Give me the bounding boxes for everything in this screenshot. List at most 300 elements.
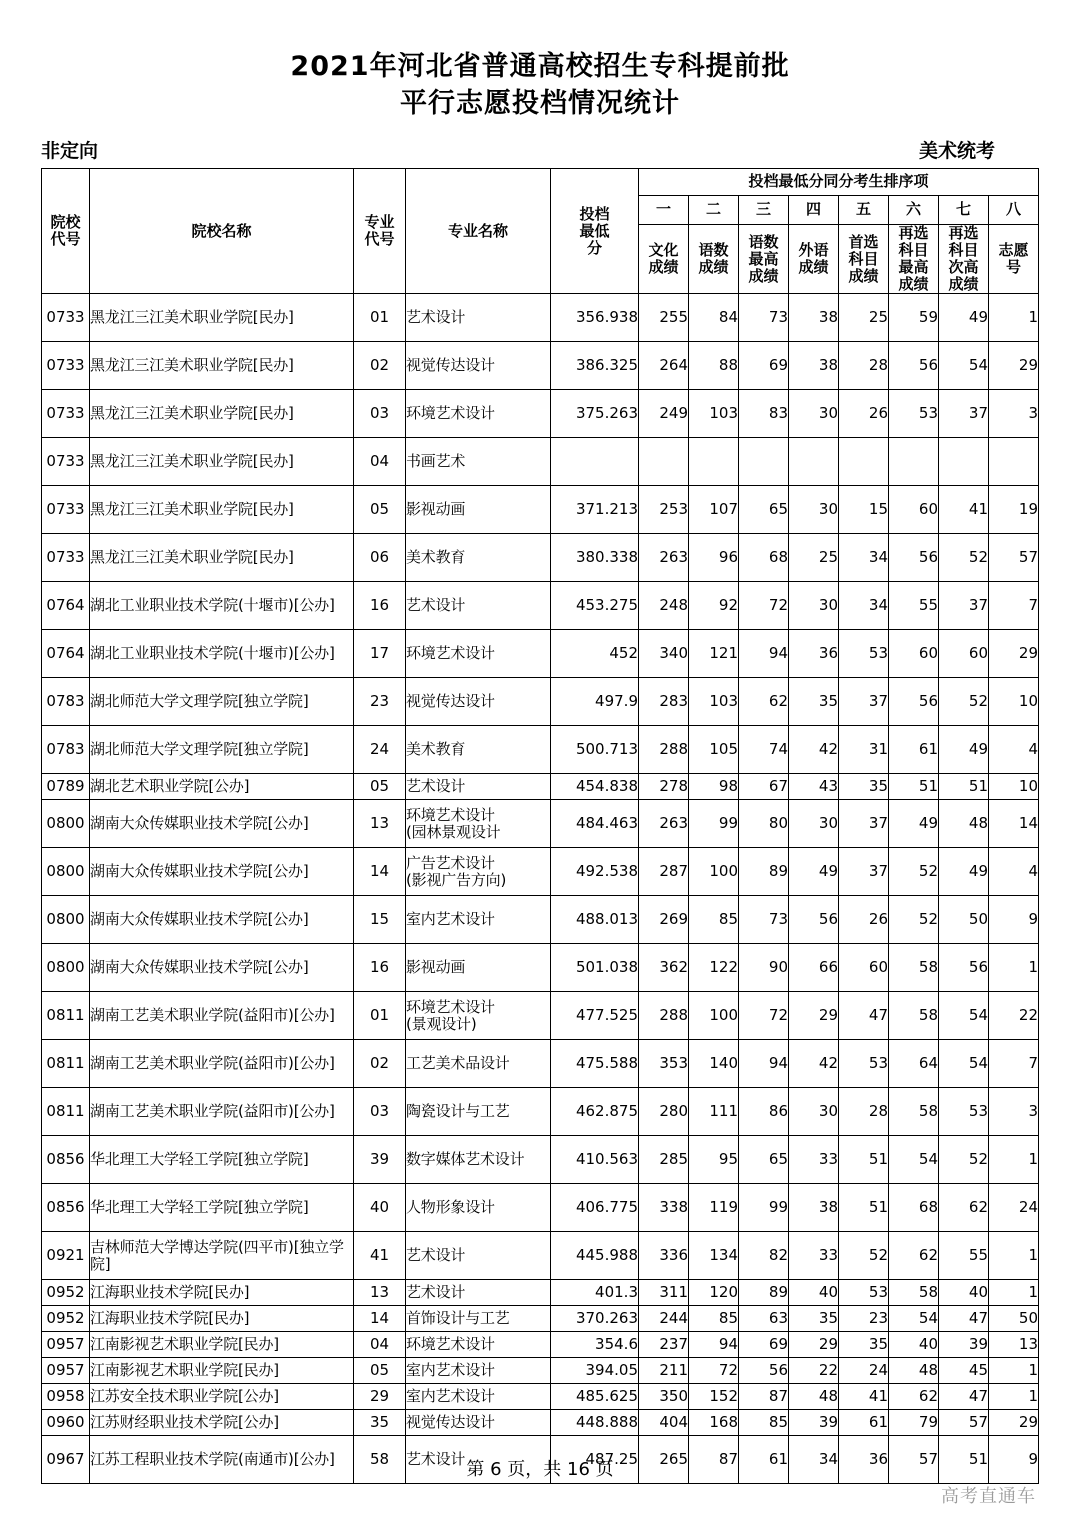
cell-min-score: 500.713 bbox=[551, 726, 639, 774]
cell-culture-score: 280 bbox=[639, 1088, 689, 1136]
cell-major-name: 广告艺术设计 (影视广告方向) bbox=[406, 848, 551, 896]
cell-preference-number: 19 bbox=[989, 486, 1039, 534]
cell-min-score: 492.538 bbox=[551, 848, 639, 896]
cell-elective-second-highest: 48 bbox=[939, 800, 989, 848]
cell-chinese-math-highest: 99 bbox=[739, 1184, 789, 1232]
cell-chinese-math-highest: 72 bbox=[739, 582, 789, 630]
cell-school-name: 湖南工艺美术职业学院(益阳市)[公办] bbox=[90, 992, 354, 1040]
cell-culture-score: 362 bbox=[639, 944, 689, 992]
cell-culture-score: 278 bbox=[639, 774, 689, 800]
cell-major-code: 02 bbox=[354, 342, 406, 390]
cell-preference-number: 3 bbox=[989, 1088, 1039, 1136]
cell-elective-second-highest: 39 bbox=[939, 1332, 989, 1358]
cell-min-score: 484.463 bbox=[551, 800, 639, 848]
cell-primary-subject-score: 53 bbox=[839, 1280, 889, 1306]
cell-school-name: 江苏安全技术职业学院[公办] bbox=[90, 1384, 354, 1410]
cell-min-score: 462.875 bbox=[551, 1088, 639, 1136]
cell-elective-second-highest: 53 bbox=[939, 1088, 989, 1136]
cell-school-name: 华北理工大学轻工学院[独立学院] bbox=[90, 1136, 354, 1184]
cell-chinese-math-score: 119 bbox=[689, 1184, 739, 1232]
table-row bbox=[42, 1306, 1039, 1332]
cell-preference-number: 1 bbox=[989, 944, 1039, 992]
cell-chinese-math-highest: 72 bbox=[739, 992, 789, 1040]
cell-chinese-math-score: 85 bbox=[689, 896, 739, 944]
cell-min-score: 410.563 bbox=[551, 1136, 639, 1184]
cell-school-code: 0960 bbox=[42, 1410, 90, 1436]
cell-culture-score: 265 bbox=[639, 1436, 689, 1484]
admission-score-table bbox=[41, 168, 1039, 1484]
cell-chinese-math-score: 152 bbox=[689, 1384, 739, 1410]
cell-elective-highest: 49 bbox=[889, 800, 939, 848]
cell-school-code: 0957 bbox=[42, 1332, 90, 1358]
cell-elective-second-highest bbox=[939, 438, 989, 486]
cell-major-name: 影视动画 bbox=[406, 486, 551, 534]
cell-culture-score: 244 bbox=[639, 1306, 689, 1332]
cell-chinese-math-highest: 62 bbox=[739, 678, 789, 726]
cell-major-code: 41 bbox=[354, 1232, 406, 1280]
cell-major-code: 40 bbox=[354, 1184, 406, 1232]
cell-culture-score: 248 bbox=[639, 582, 689, 630]
cell-major-code: 23 bbox=[354, 678, 406, 726]
cell-school-name: 江海职业技术学院[民办] bbox=[90, 1306, 354, 1332]
cell-major-code: 04 bbox=[354, 1332, 406, 1358]
table-row bbox=[42, 1280, 1039, 1306]
cell-elective-highest: 58 bbox=[889, 944, 939, 992]
cell-chinese-math-highest: 73 bbox=[739, 896, 789, 944]
cell-school-code: 0811 bbox=[42, 992, 90, 1040]
cell-elective-second-highest: 56 bbox=[939, 944, 989, 992]
cell-foreign-language-score: 36 bbox=[789, 630, 839, 678]
cell-elective-highest: 40 bbox=[889, 1332, 939, 1358]
cell-major-name: 室内艺术设计 bbox=[406, 896, 551, 944]
cell-preference-number: 1 bbox=[989, 1358, 1039, 1384]
cell-school-name: 湖北师范大学文理学院[独立学院] bbox=[90, 726, 354, 774]
cell-preference-number: 3 bbox=[989, 390, 1039, 438]
cell-major-name: 首饰设计与工艺 bbox=[406, 1306, 551, 1332]
cell-foreign-language-score: 25 bbox=[789, 534, 839, 582]
cell-school-name: 湖北艺术职业学院[公办] bbox=[90, 774, 354, 800]
cell-chinese-math-highest: 73 bbox=[739, 294, 789, 342]
cell-min-score: 453.275 bbox=[551, 582, 639, 630]
cell-major-name: 美术教育 bbox=[406, 726, 551, 774]
cell-foreign-language-score: 30 bbox=[789, 1088, 839, 1136]
col-header-major-code bbox=[354, 169, 406, 294]
cell-school-code: 0811 bbox=[42, 1088, 90, 1136]
table-row bbox=[42, 1040, 1039, 1088]
cell-elective-second-highest: 51 bbox=[939, 774, 989, 800]
cell-foreign-language-score: 38 bbox=[789, 342, 839, 390]
cell-chinese-math-highest: 61 bbox=[739, 1436, 789, 1484]
cell-foreign-language-score: 22 bbox=[789, 1358, 839, 1384]
cell-major-name: 视觉传达设计 bbox=[406, 1410, 551, 1436]
cell-school-code: 0952 bbox=[42, 1306, 90, 1332]
cell-primary-subject-score: 37 bbox=[839, 678, 889, 726]
cell-elective-second-highest: 37 bbox=[939, 390, 989, 438]
cell-major-name: 艺术设计 bbox=[406, 1280, 551, 1306]
cell-primary-subject-score: 37 bbox=[839, 848, 889, 896]
cell-elective-highest: 56 bbox=[889, 678, 939, 726]
cell-school-name: 黑龙江三江美术职业学院[民办] bbox=[90, 390, 354, 438]
category-left-label: 非定向 bbox=[41, 140, 99, 162]
cell-preference-number: 7 bbox=[989, 582, 1039, 630]
cell-chinese-math-score: 92 bbox=[689, 582, 739, 630]
cell-chinese-math-score: 72 bbox=[689, 1358, 739, 1384]
cell-elective-second-highest: 54 bbox=[939, 992, 989, 1040]
cell-chinese-math-score: 100 bbox=[689, 848, 739, 896]
cell-min-score: 386.325 bbox=[551, 342, 639, 390]
cell-culture-score: 249 bbox=[639, 390, 689, 438]
cell-major-name: 工艺美术品设计 bbox=[406, 1040, 551, 1088]
cell-chinese-math-highest: 65 bbox=[739, 486, 789, 534]
cell-elective-highest: 52 bbox=[889, 896, 939, 944]
cell-foreign-language-score: 38 bbox=[789, 294, 839, 342]
cell-chinese-math-score: 103 bbox=[689, 390, 739, 438]
cell-school-code: 0856 bbox=[42, 1184, 90, 1232]
cell-school-name: 华北理工大学轻工学院[独立学院] bbox=[90, 1184, 354, 1232]
table-row bbox=[42, 774, 1039, 800]
cell-school-code: 0783 bbox=[42, 726, 90, 774]
cell-primary-subject-score: 28 bbox=[839, 1088, 889, 1136]
cell-preference-number bbox=[989, 438, 1039, 486]
cell-chinese-math-score: 98 bbox=[689, 774, 739, 800]
cell-foreign-language-score: 43 bbox=[789, 774, 839, 800]
cell-school-name: 黑龙江三江美术职业学院[民办] bbox=[90, 342, 354, 390]
rank-number-5: 五 bbox=[839, 196, 889, 225]
table-row bbox=[42, 944, 1039, 992]
cell-elective-second-highest: 40 bbox=[939, 1280, 989, 1306]
cell-elective-second-highest: 49 bbox=[939, 294, 989, 342]
cell-chinese-math-score: 95 bbox=[689, 1136, 739, 1184]
cell-preference-number: 14 bbox=[989, 800, 1039, 848]
cell-elective-highest: 54 bbox=[889, 1136, 939, 1184]
cell-preference-number: 29 bbox=[989, 1410, 1039, 1436]
cell-major-code: 06 bbox=[354, 534, 406, 582]
major-code-label-1: 专业 bbox=[364, 213, 395, 232]
major-code-label-2: 代号 bbox=[364, 230, 395, 249]
cell-culture-score: 287 bbox=[639, 848, 689, 896]
table-row bbox=[42, 1358, 1039, 1384]
cell-elective-second-highest: 41 bbox=[939, 486, 989, 534]
cell-school-name: 江南影视艺术职业学院[民办] bbox=[90, 1358, 354, 1384]
cell-elective-second-highest: 47 bbox=[939, 1306, 989, 1332]
cell-major-code: 03 bbox=[354, 390, 406, 438]
cell-chinese-math-highest: 65 bbox=[739, 1136, 789, 1184]
cell-foreign-language-score: 38 bbox=[789, 1184, 839, 1232]
cell-major-code: 04 bbox=[354, 438, 406, 486]
cell-major-name: 环境艺术设计 bbox=[406, 630, 551, 678]
cell-min-score: 497.9 bbox=[551, 678, 639, 726]
cell-chinese-math-score: 134 bbox=[689, 1232, 739, 1280]
cell-elective-highest: 68 bbox=[889, 1184, 939, 1232]
cell-school-code: 0967 bbox=[42, 1436, 90, 1484]
col-header-school-code bbox=[42, 169, 90, 294]
cell-elective-second-highest: 57 bbox=[939, 1410, 989, 1436]
cell-elective-second-highest: 52 bbox=[939, 534, 989, 582]
cell-school-name: 江海职业技术学院[民办] bbox=[90, 1280, 354, 1306]
cell-chinese-math-highest: 85 bbox=[739, 1410, 789, 1436]
rank-number-7: 七 bbox=[939, 196, 989, 225]
cell-major-code: 58 bbox=[354, 1436, 406, 1484]
cell-chinese-math-highest: 89 bbox=[739, 848, 789, 896]
cell-preference-number: 24 bbox=[989, 1184, 1039, 1232]
cell-major-code: 05 bbox=[354, 486, 406, 534]
title-line-2: 平行志愿投档情况统计 bbox=[400, 88, 680, 119]
cell-culture-score: 263 bbox=[639, 534, 689, 582]
cell-major-code: 16 bbox=[354, 582, 406, 630]
cell-major-name: 室内艺术设计 bbox=[406, 1358, 551, 1384]
cell-major-code: 39 bbox=[354, 1136, 406, 1184]
cell-elective-second-highest: 47 bbox=[939, 1384, 989, 1410]
cell-primary-subject-score: 61 bbox=[839, 1410, 889, 1436]
cell-school-name: 黑龙江三江美术职业学院[民办] bbox=[90, 438, 354, 486]
cell-preference-number: 9 bbox=[989, 1436, 1039, 1484]
cell-chinese-math-highest: 56 bbox=[739, 1358, 789, 1384]
cell-chinese-math-score: 85 bbox=[689, 1306, 739, 1332]
cell-major-code: 01 bbox=[354, 992, 406, 1040]
cell-primary-subject-score: 47 bbox=[839, 992, 889, 1040]
cell-major-code: 13 bbox=[354, 800, 406, 848]
cell-major-code: 03 bbox=[354, 1088, 406, 1136]
cell-major-code: 16 bbox=[354, 944, 406, 992]
cell-elective-second-highest: 60 bbox=[939, 630, 989, 678]
cell-primary-subject-score: 35 bbox=[839, 774, 889, 800]
cell-foreign-language-score: 42 bbox=[789, 1040, 839, 1088]
cell-school-name: 湖北师范大学文理学院[独立学院] bbox=[90, 678, 354, 726]
cell-foreign-language-score: 29 bbox=[789, 992, 839, 1040]
cell-preference-number: 10 bbox=[989, 774, 1039, 800]
cell-school-name: 湖南大众传媒职业技术学院[公办] bbox=[90, 848, 354, 896]
cell-chinese-math-highest: 68 bbox=[739, 534, 789, 582]
cell-elective-highest: 56 bbox=[889, 534, 939, 582]
cell-min-score: 406.775 bbox=[551, 1184, 639, 1232]
cell-foreign-language-score: 56 bbox=[789, 896, 839, 944]
cell-min-score: 356.938 bbox=[551, 294, 639, 342]
cell-primary-subject-score: 53 bbox=[839, 630, 889, 678]
cell-chinese-math-highest: 63 bbox=[739, 1306, 789, 1332]
cell-major-name: 人物形象设计 bbox=[406, 1184, 551, 1232]
cell-chinese-math-score bbox=[689, 438, 739, 486]
cell-culture-score: 353 bbox=[639, 1040, 689, 1088]
cell-foreign-language-score bbox=[789, 438, 839, 486]
cell-elective-second-highest: 54 bbox=[939, 1040, 989, 1088]
cell-primary-subject-score: 36 bbox=[839, 1436, 889, 1484]
cell-elective-highest: 58 bbox=[889, 992, 939, 1040]
cell-chinese-math-highest: 67 bbox=[739, 774, 789, 800]
cell-elective-highest: 62 bbox=[889, 1232, 939, 1280]
cell-school-code: 0800 bbox=[42, 896, 90, 944]
cell-culture-score: 338 bbox=[639, 1184, 689, 1232]
cell-school-name: 黑龙江三江美术职业学院[民办] bbox=[90, 534, 354, 582]
cell-min-score: 375.263 bbox=[551, 390, 639, 438]
cell-preference-number: 1 bbox=[989, 294, 1039, 342]
cell-preference-number: 1 bbox=[989, 1280, 1039, 1306]
cell-culture-score: 404 bbox=[639, 1410, 689, 1436]
cell-culture-score: 211 bbox=[639, 1358, 689, 1384]
cell-major-name: 视觉传达设计 bbox=[406, 342, 551, 390]
page-footer: 第 6 页，共 16 页 bbox=[466, 1459, 614, 1480]
cell-culture-score: 264 bbox=[639, 342, 689, 390]
cell-chinese-math-score: 103 bbox=[689, 678, 739, 726]
cell-school-name: 黑龙江三江美术职业学院[民办] bbox=[90, 486, 354, 534]
cell-school-code: 0789 bbox=[42, 774, 90, 800]
table-row bbox=[42, 1384, 1039, 1410]
cell-preference-number: 57 bbox=[989, 534, 1039, 582]
table-row bbox=[42, 726, 1039, 774]
cell-school-code: 0921 bbox=[42, 1232, 90, 1280]
cell-min-score: 370.263 bbox=[551, 1306, 639, 1332]
cell-min-score: 452 bbox=[551, 630, 639, 678]
tiebreak-label-culture-score: 文化 成绩 bbox=[639, 225, 689, 294]
cell-primary-subject-score: 23 bbox=[839, 1306, 889, 1332]
cell-elective-highest: 53 bbox=[889, 390, 939, 438]
table-row bbox=[42, 1232, 1039, 1280]
cell-elective-second-highest: 50 bbox=[939, 896, 989, 944]
cell-elective-highest: 62 bbox=[889, 1384, 939, 1410]
cell-elective-highest: 60 bbox=[889, 486, 939, 534]
cell-primary-subject-score: 51 bbox=[839, 1184, 889, 1232]
cell-elective-second-highest: 55 bbox=[939, 1232, 989, 1280]
cell-culture-score bbox=[639, 438, 689, 486]
cell-primary-subject-score: 37 bbox=[839, 800, 889, 848]
cell-primary-subject-score: 31 bbox=[839, 726, 889, 774]
cell-culture-score: 269 bbox=[639, 896, 689, 944]
cell-major-code: 05 bbox=[354, 774, 406, 800]
cell-culture-score: 283 bbox=[639, 678, 689, 726]
col-header-school-name: 院校名称 bbox=[90, 169, 354, 294]
cell-elective-highest: 64 bbox=[889, 1040, 939, 1088]
cell-primary-subject-score: 24 bbox=[839, 1358, 889, 1384]
cell-foreign-language-score: 66 bbox=[789, 944, 839, 992]
cell-school-code: 0957 bbox=[42, 1358, 90, 1384]
cell-preference-number: 9 bbox=[989, 896, 1039, 944]
cell-foreign-language-score: 33 bbox=[789, 1232, 839, 1280]
table-row bbox=[42, 390, 1039, 438]
cell-major-name: 艺术设计 bbox=[406, 1436, 551, 1484]
cell-preference-number: 13 bbox=[989, 1332, 1039, 1358]
cell-culture-score: 336 bbox=[639, 1232, 689, 1280]
tiebreak-label-elective-second-highest: 再选 科目 次高 成绩 bbox=[939, 225, 989, 294]
cell-min-score: 488.013 bbox=[551, 896, 639, 944]
header-row-group bbox=[42, 169, 1039, 196]
cell-primary-subject-score: 60 bbox=[839, 944, 889, 992]
cell-major-code: 05 bbox=[354, 1358, 406, 1384]
cell-elective-second-highest: 51 bbox=[939, 1436, 989, 1484]
cell-chinese-math-highest: 80 bbox=[739, 800, 789, 848]
watermark: 高考直通车 bbox=[941, 1486, 1036, 1507]
cell-elective-highest: 60 bbox=[889, 630, 939, 678]
cell-school-code: 0733 bbox=[42, 342, 90, 390]
cell-culture-score: 237 bbox=[639, 1332, 689, 1358]
cell-culture-score: 285 bbox=[639, 1136, 689, 1184]
cell-major-code: 17 bbox=[354, 630, 406, 678]
cell-major-name: 环境艺术设计 bbox=[406, 390, 551, 438]
cell-min-score: 487.25 bbox=[551, 1436, 639, 1484]
cell-foreign-language-score: 30 bbox=[789, 582, 839, 630]
cell-min-score: 401.3 bbox=[551, 1280, 639, 1306]
cell-primary-subject-score: 35 bbox=[839, 1332, 889, 1358]
cell-culture-score: 253 bbox=[639, 486, 689, 534]
tiebreak-label-foreign-language-score: 外语 成绩 bbox=[789, 225, 839, 294]
cell-min-score: 394.05 bbox=[551, 1358, 639, 1384]
cell-elective-highest: 51 bbox=[889, 774, 939, 800]
cell-culture-score: 350 bbox=[639, 1384, 689, 1410]
cell-foreign-language-score: 30 bbox=[789, 800, 839, 848]
cell-school-code: 0733 bbox=[42, 294, 90, 342]
cell-school-name: 湖南大众传媒职业技术学院[公办] bbox=[90, 944, 354, 992]
cell-primary-subject-score: 34 bbox=[839, 582, 889, 630]
cell-chinese-math-highest: 69 bbox=[739, 342, 789, 390]
cell-culture-score: 288 bbox=[639, 992, 689, 1040]
table-body bbox=[42, 294, 1039, 1484]
cell-min-score: 448.888 bbox=[551, 1410, 639, 1436]
cell-primary-subject-score: 34 bbox=[839, 534, 889, 582]
cell-chinese-math-highest: 69 bbox=[739, 1332, 789, 1358]
cell-foreign-language-score: 33 bbox=[789, 1136, 839, 1184]
cell-school-code: 0856 bbox=[42, 1136, 90, 1184]
cell-chinese-math-highest: 94 bbox=[739, 630, 789, 678]
cell-primary-subject-score: 52 bbox=[839, 1232, 889, 1280]
cell-primary-subject-score: 53 bbox=[839, 1040, 889, 1088]
cell-elective-highest: 59 bbox=[889, 294, 939, 342]
cell-preference-number: 4 bbox=[989, 726, 1039, 774]
rank-number-4: 四 bbox=[789, 196, 839, 225]
cell-foreign-language-score: 30 bbox=[789, 390, 839, 438]
cell-chinese-math-score: 168 bbox=[689, 1410, 739, 1436]
cell-major-name: 视觉传达设计 bbox=[406, 678, 551, 726]
cell-preference-number: 1 bbox=[989, 1384, 1039, 1410]
cell-preference-number: 29 bbox=[989, 342, 1039, 390]
cell-major-code: 02 bbox=[354, 1040, 406, 1088]
cell-foreign-language-score: 35 bbox=[789, 678, 839, 726]
cell-culture-score: 255 bbox=[639, 294, 689, 342]
cell-min-score: 501.038 bbox=[551, 944, 639, 992]
cell-major-name: 艺术设计 bbox=[406, 582, 551, 630]
title-line-1: 2021年河北省普通高校招生专科提前批 bbox=[290, 51, 790, 82]
cell-primary-subject-score: 51 bbox=[839, 1136, 889, 1184]
cell-school-code: 0800 bbox=[42, 944, 90, 992]
cell-min-score: 477.525 bbox=[551, 992, 639, 1040]
cell-chinese-math-score: 88 bbox=[689, 342, 739, 390]
cell-elective-second-highest: 52 bbox=[939, 678, 989, 726]
table-row bbox=[42, 534, 1039, 582]
cell-school-name: 湖南工艺美术职业学院(益阳市)[公办] bbox=[90, 1088, 354, 1136]
cell-foreign-language-score: 29 bbox=[789, 1332, 839, 1358]
rank-number-6: 六 bbox=[889, 196, 939, 225]
school-code-label-1: 院校 bbox=[50, 213, 81, 232]
cell-preference-number: 7 bbox=[989, 1040, 1039, 1088]
cell-school-code: 0958 bbox=[42, 1384, 90, 1410]
table-row bbox=[42, 1136, 1039, 1184]
cell-major-name: 环境艺术设计 (园林景观设计 bbox=[406, 800, 551, 848]
table-row bbox=[42, 294, 1039, 342]
table-header bbox=[42, 169, 1039, 294]
cell-chinese-math-score: 94 bbox=[689, 1332, 739, 1358]
page-title bbox=[0, 0, 1080, 122]
cell-chinese-math-highest: 87 bbox=[739, 1384, 789, 1410]
cell-elective-highest: 57 bbox=[889, 1436, 939, 1484]
cell-chinese-math-highest: 94 bbox=[739, 1040, 789, 1088]
cell-school-name: 吉林师范大学博达学院(四平市)[独立学院] bbox=[90, 1232, 354, 1280]
table-row bbox=[42, 1088, 1039, 1136]
tiebreak-label-chinese-math-highest: 语数 最高 成绩 bbox=[739, 225, 789, 294]
cell-school-name: 江南影视艺术职业学院[民办] bbox=[90, 1332, 354, 1358]
cell-chinese-math-highest: 74 bbox=[739, 726, 789, 774]
cell-school-code: 0733 bbox=[42, 534, 90, 582]
cell-major-code: 15 bbox=[354, 896, 406, 944]
cell-elective-second-highest: 54 bbox=[939, 342, 989, 390]
cell-elective-highest: 79 bbox=[889, 1410, 939, 1436]
table-row bbox=[42, 800, 1039, 848]
